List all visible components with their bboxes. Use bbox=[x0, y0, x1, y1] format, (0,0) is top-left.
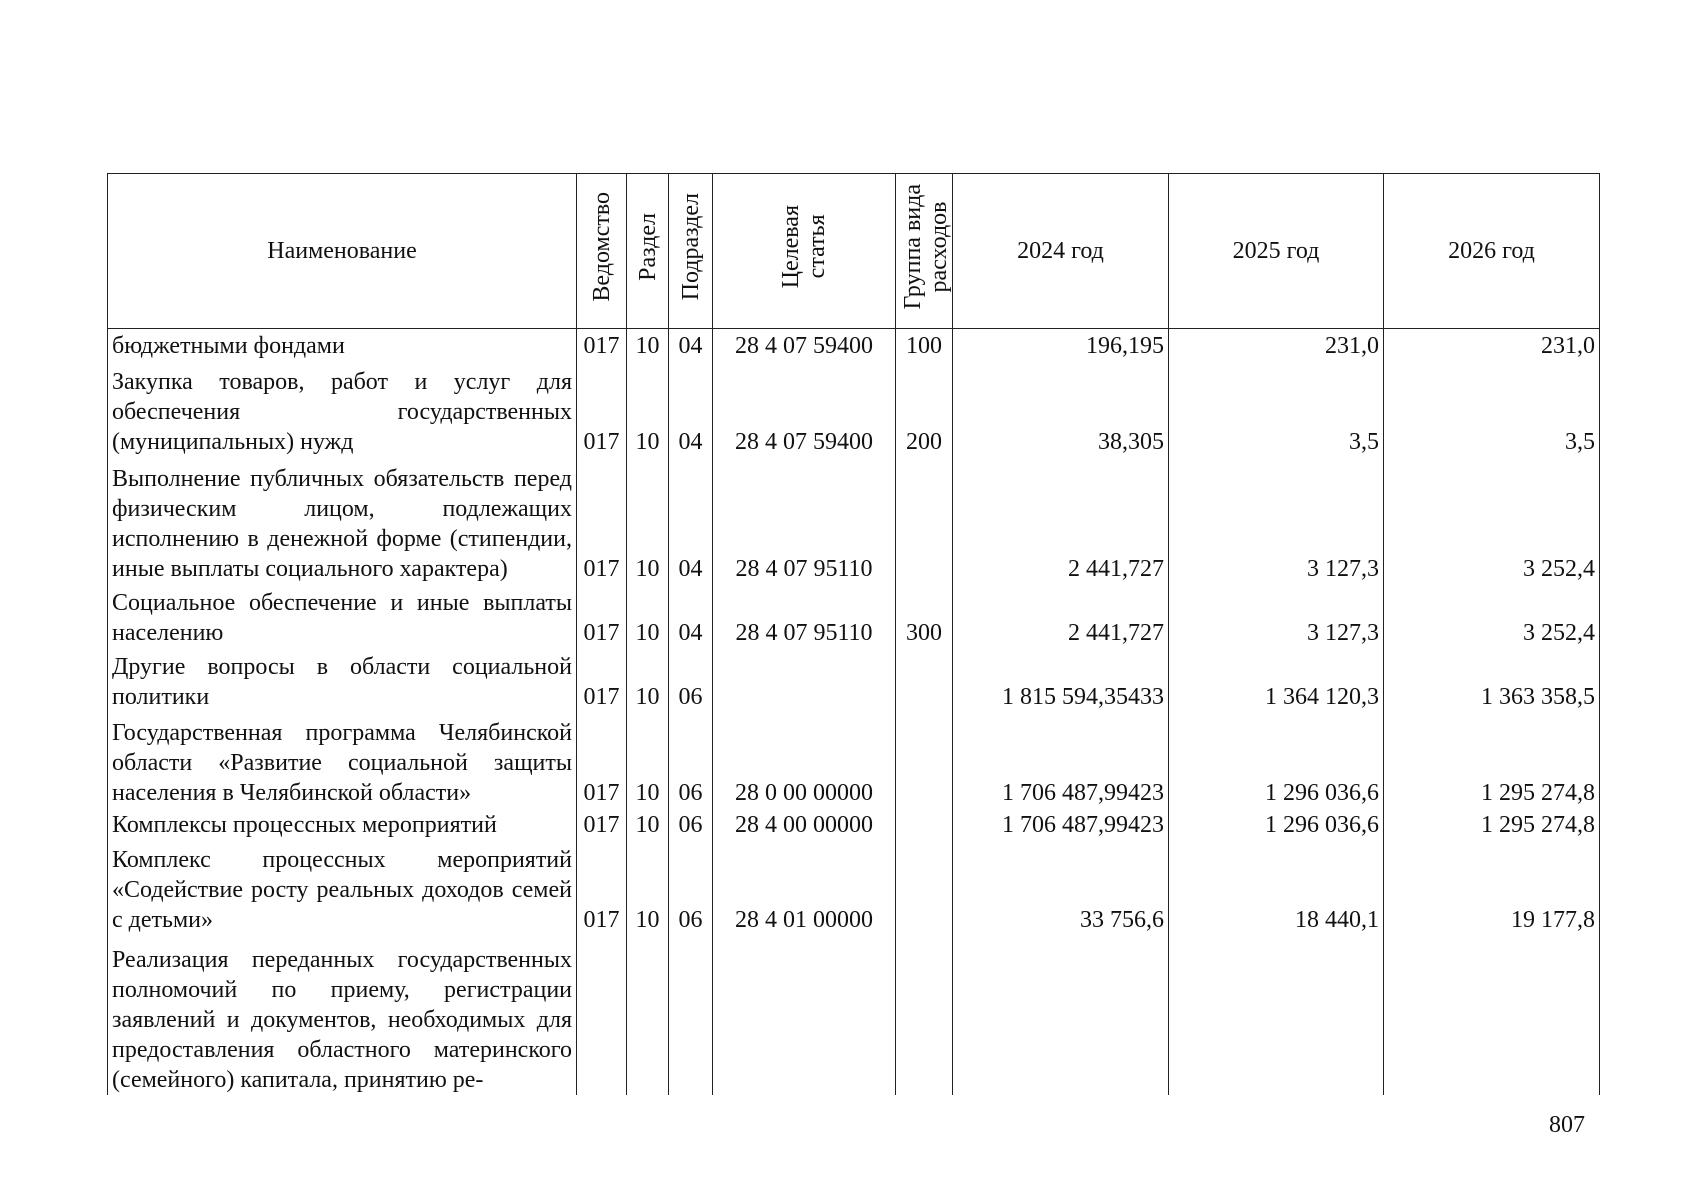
header-razdel: Раздел bbox=[627, 174, 669, 329]
row-value-2026: 3 252,4 bbox=[1384, 457, 1600, 585]
row-podrazdel bbox=[669, 935, 713, 1095]
row-value-2024: 1 706 487,99423 bbox=[953, 808, 1169, 840]
row-gruppa: 100 bbox=[896, 329, 953, 361]
row-name: Государственная программа Челябинской области «Развитие социальной защиты населения в Челябинской области» bbox=[108, 712, 577, 808]
row-name: Выполнение публичных обязательств перед физическим лицом, подлежащих исполнению в денежной форме (стипендии, иные выплаты социального характера) bbox=[108, 457, 577, 585]
row-celevaya-statya: 28 4 00 00000 bbox=[713, 808, 896, 840]
row-value-2026 bbox=[1384, 935, 1600, 1095]
row-value-2025: 3,5 bbox=[1169, 361, 1384, 457]
row-name: Другие вопросы в области социальной политики bbox=[108, 648, 577, 712]
header-name: Наименование bbox=[108, 174, 577, 329]
row-value-2024: 2 441,727 bbox=[953, 584, 1169, 648]
header-celevaya-statya: Целевая статья bbox=[713, 174, 896, 329]
row-vedomstvo: 017 bbox=[577, 712, 627, 808]
header-2026: 2026 год bbox=[1384, 174, 1600, 329]
row-gruppa: 300 bbox=[896, 584, 953, 648]
row-value-2026: 1 295 274,8 bbox=[1384, 712, 1600, 808]
row-vedomstvo bbox=[577, 935, 627, 1095]
row-celevaya-statya bbox=[713, 648, 896, 712]
row-razdel: 10 bbox=[627, 361, 669, 457]
row-name: Реализация переданных государственных полномочий по приему, регистрации заявлений и документов, необходимых для предоставления областного материнского (семейного) капитала, принятию ре- bbox=[108, 935, 577, 1095]
row-value-2025: 3 127,3 bbox=[1169, 584, 1384, 648]
header-2025: 2025 год bbox=[1169, 174, 1384, 329]
row-name: Комплекс процессных мероприятий «Содействие росту реальных доходов семей с детьми» bbox=[108, 840, 577, 936]
row-vedomstvo: 017 bbox=[577, 457, 627, 585]
row-celevaya-statya: 28 4 07 59400 bbox=[713, 361, 896, 457]
row-razdel: 10 bbox=[627, 457, 669, 585]
row-razdel: 10 bbox=[627, 840, 669, 936]
row-name: Социальное обеспечение и иные выплаты населению bbox=[108, 584, 577, 648]
row-value-2025: 231,0 bbox=[1169, 329, 1384, 361]
row-value-2024: 196,195 bbox=[953, 329, 1169, 361]
table-row bbox=[108, 457, 1600, 585]
row-value-2024 bbox=[953, 935, 1169, 1095]
row-razdel: 10 bbox=[627, 712, 669, 808]
header-vedomstvo: Ведомство bbox=[577, 174, 627, 329]
row-gruppa bbox=[896, 712, 953, 808]
row-gruppa bbox=[896, 935, 953, 1095]
row-vedomstvo: 017 bbox=[577, 361, 627, 457]
header-2024: 2024 год bbox=[953, 174, 1169, 329]
table-row bbox=[108, 648, 1600, 712]
table-row bbox=[108, 329, 1600, 361]
row-value-2026: 1 363 358,5 bbox=[1384, 648, 1600, 712]
row-name: Комплексы процессных мероприятий bbox=[108, 808, 577, 840]
page-number: 807 bbox=[1549, 1112, 1585, 1138]
row-vedomstvo: 017 bbox=[577, 584, 627, 648]
row-podrazdel: 06 bbox=[669, 840, 713, 936]
row-gruppa bbox=[896, 808, 953, 840]
row-value-2025: 3 127,3 bbox=[1169, 457, 1384, 585]
row-value-2026: 19 177,8 bbox=[1384, 840, 1600, 936]
row-vedomstvo: 017 bbox=[577, 840, 627, 936]
header-gruppa-vida-rashodov: Группа вида расходов bbox=[896, 174, 953, 329]
row-gruppa bbox=[896, 457, 953, 585]
row-value-2024: 2 441,727 bbox=[953, 457, 1169, 585]
row-celevaya-statya: 28 4 07 59400 bbox=[713, 329, 896, 361]
table-row bbox=[108, 584, 1600, 648]
table-header-row bbox=[108, 174, 1600, 329]
row-celevaya-statya: 28 4 01 00000 bbox=[713, 840, 896, 936]
row-celevaya-statya: 28 4 07 95110 bbox=[713, 584, 896, 648]
header-podrazdel: Подраздел bbox=[669, 174, 713, 329]
row-gruppa bbox=[896, 840, 953, 936]
row-value-2025: 1 296 036,6 bbox=[1169, 808, 1384, 840]
row-name: Закупка товаров, работ и услуг для обеспечения государственных (муниципальных) нужд bbox=[108, 361, 577, 457]
row-value-2024: 1 815 594,35433 bbox=[953, 648, 1169, 712]
row-vedomstvo: 017 bbox=[577, 808, 627, 840]
row-podrazdel: 04 bbox=[669, 457, 713, 585]
row-value-2025: 1 296 036,6 bbox=[1169, 712, 1384, 808]
row-value-2026: 231,0 bbox=[1384, 329, 1600, 361]
row-razdel: 10 bbox=[627, 329, 669, 361]
row-value-2026: 3 252,4 bbox=[1384, 584, 1600, 648]
row-value-2024: 33 756,6 bbox=[953, 840, 1169, 936]
table-row bbox=[108, 935, 1600, 1095]
row-value-2026: 1 295 274,8 bbox=[1384, 808, 1600, 840]
row-razdel: 10 bbox=[627, 808, 669, 840]
row-value-2025 bbox=[1169, 935, 1384, 1095]
row-value-2025: 18 440,1 bbox=[1169, 840, 1384, 936]
row-value-2025: 1 364 120,3 bbox=[1169, 648, 1384, 712]
row-podrazdel: 04 bbox=[669, 361, 713, 457]
row-podrazdel: 06 bbox=[669, 712, 713, 808]
row-name: бюджетными фондами bbox=[108, 329, 577, 361]
row-value-2026: 3,5 bbox=[1384, 361, 1600, 457]
row-vedomstvo: 017 bbox=[577, 648, 627, 712]
budget-table bbox=[107, 173, 1600, 1095]
row-vedomstvo: 017 bbox=[577, 329, 627, 361]
table-row bbox=[108, 361, 1600, 457]
row-value-2024: 1 706 487,99423 bbox=[953, 712, 1169, 808]
table-row bbox=[108, 808, 1600, 840]
row-celevaya-statya: 28 4 07 95110 bbox=[713, 457, 896, 585]
row-celevaya-statya: 28 0 00 00000 bbox=[713, 712, 896, 808]
table-row bbox=[108, 712, 1600, 808]
row-razdel: 10 bbox=[627, 648, 669, 712]
row-value-2024: 38,305 bbox=[953, 361, 1169, 457]
row-celevaya-statya bbox=[713, 935, 896, 1095]
row-podrazdel: 04 bbox=[669, 329, 713, 361]
row-gruppa: 200 bbox=[896, 361, 953, 457]
row-gruppa bbox=[896, 648, 953, 712]
table-row bbox=[108, 840, 1600, 936]
row-razdel: 10 bbox=[627, 584, 669, 648]
row-podrazdel: 04 bbox=[669, 584, 713, 648]
row-podrazdel: 06 bbox=[669, 808, 713, 840]
row-razdel bbox=[627, 935, 669, 1095]
row-podrazdel: 06 bbox=[669, 648, 713, 712]
